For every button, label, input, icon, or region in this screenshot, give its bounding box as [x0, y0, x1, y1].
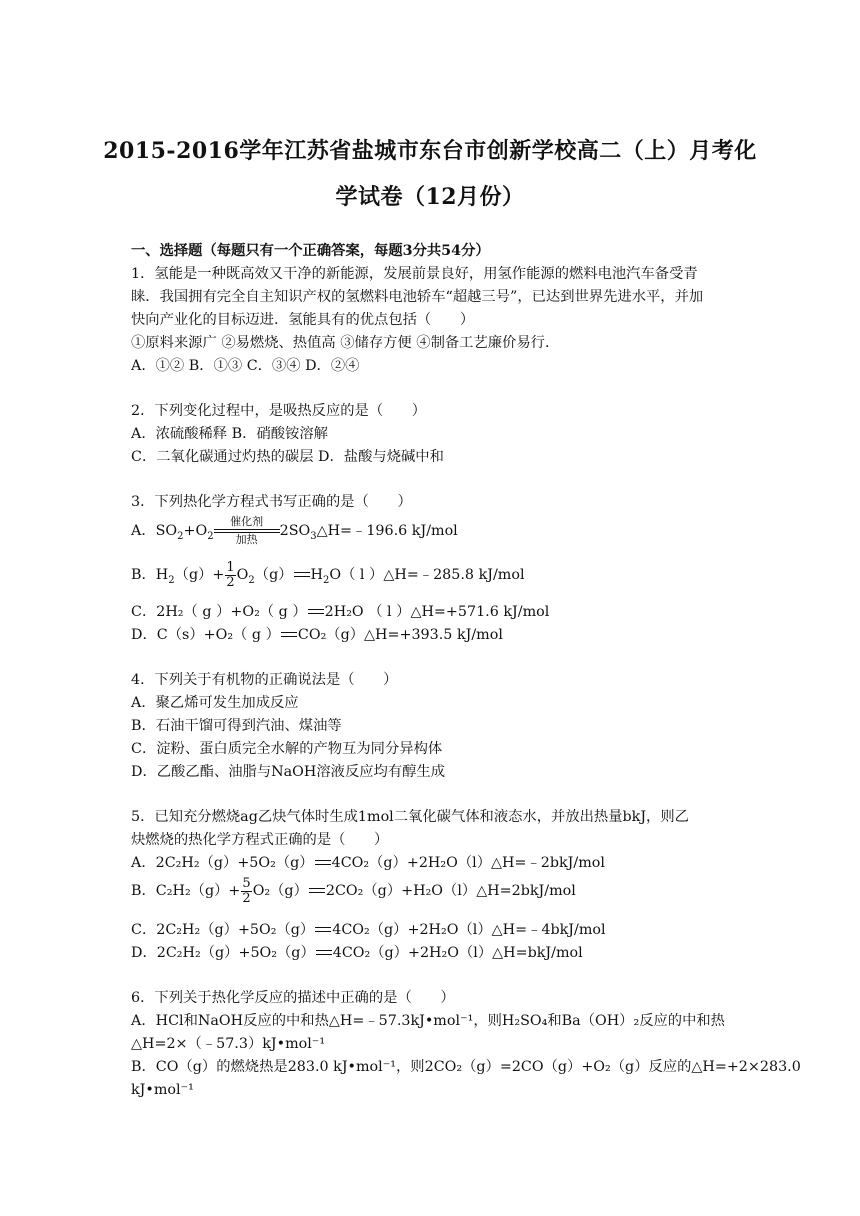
q1-line-3: 快向产业化的目标迈进．氢能具有的优点包括（ ） — [131, 312, 475, 328]
q3-option-d: D．C（s）+O₂（ g ） CO₂（g）△H=+393.5 kJ/mol — [131, 627, 503, 643]
q2-options-ab: A．浓硫酸稀释 B．硝酸铵溶解 — [131, 426, 328, 442]
q6-option-b-line-2: kJ•mol⁻¹ — [131, 1082, 194, 1098]
q4-option-c: C．淀粉、蛋白质完全水解的产物互为同分异构体 — [131, 741, 443, 757]
equals-icon — [307, 607, 325, 617]
equals-icon — [315, 948, 333, 958]
q2-options-cd: C．二氧化碳通过灼热的碳层 D．盐酸与烧碱中和 — [131, 449, 444, 465]
q3-stem: 3．下列热化学方程式书写正确的是（ ） — [131, 494, 412, 510]
q4-stem: 4．下列关于有机物的正确说法是（ ） — [131, 672, 398, 688]
q2-stem: 2．下列变化过程中，是吸热反应的是（ ） — [131, 403, 427, 419]
title-line-1: 2015-2016学年江苏省盐城市东台市创新学校高二（上）月考化 — [103, 138, 757, 164]
q4-option-d: D．乙酸乙酯、油脂与NaOH溶液反应均有醇生成 — [131, 764, 446, 780]
q6-option-b-line-1: B．CO（g）的燃烧热是283.0 kJ•mol⁻¹，则2CO₂（g）=2CO（g）+O₂（g）反应的△H=+2×283.0 — [131, 1059, 801, 1075]
q5-option-c: C．2C₂H₂（g）+5O₂（g） 4CO₂（g）+2H₂O（l）△H=﹣4bkJ/mol — [131, 922, 606, 938]
q6-option-a-line-2: △H=2×（﹣57.3）kJ•mol⁻¹ — [131, 1036, 326, 1052]
section-heading: 一、选择题（每题只有一个正确答案，每题3分共54分） — [131, 243, 490, 259]
q5-line-2: 炔燃烧的热化学方程式正确的是（ ） — [131, 832, 389, 848]
q5-option-a: A．2C₂H₂（g）+5O₂（g） 4CO₂（g）+2H₂O（l）△H=﹣2bkJ/mol — [131, 855, 605, 871]
q6-option-a-line-1: A．HCl和NaOH反应的中和热△H=﹣57.3kJ•mol⁻¹，则H₂SO₄和Ba（OH）₂反应的中和热 — [131, 1013, 725, 1029]
q3-option-a: A．$SO_2+O_2$ 催化剂 加热 $2SO_3\triangle H=﹣196.6$ kJ/mol — [131, 515, 458, 546]
reversible-arrow-icon: 催化剂 加热 — [214, 516, 280, 546]
q4-option-a: A．聚乙烯可发生加成反应 — [131, 695, 299, 711]
equals-icon — [308, 886, 326, 896]
q3-option-c: C．2H₂（ g ）+O₂（ g ） 2H₂O （ l ）△H=+571.6 kJ/mol — [131, 604, 550, 620]
q1-options: A．①② B．①③ C．③④ D．②④ — [131, 358, 360, 374]
equals-icon — [293, 570, 311, 580]
q1-line-1: 1．氢能是一种既高效又干净的新能源，发展前景良好，用氢作能源的燃料电池汽车备受青 — [131, 266, 698, 282]
fraction-one-half: $\frac{1}{2}$ — [226, 559, 235, 590]
q1-line-4: ①原料来源广 ②易燃烧、热值高 ③储存方便 ④制备工艺廉价易行． — [131, 335, 560, 351]
q3-option-b: B．$H_2(g)+$ $\frac{1}{2}$ $O_2(g)$ $H_2O$（ l ）△H=﹣285.8 kJ/mol — [131, 559, 525, 590]
fraction-five-halves: $\frac{5}{2}$ — [242, 875, 251, 906]
q4-option-b: B．石油干馏可得到汽油、煤油等 — [131, 718, 342, 734]
q1-line-2: 睐．我国拥有完全自主知识产权的氢燃料电池轿车“超越三号”，已达到世界先进水平，并加 — [131, 289, 704, 305]
title-line-2: 学试卷（12月份） — [335, 184, 525, 210]
q5-line-1: 5．已知充分燃烧ag乙炔气体时生成1mol二氧化碳气体和液态水，并放出热量bkJ，则乙 — [131, 809, 689, 825]
equals-icon — [314, 858, 332, 868]
q6-stem: 6．下列关于热化学反应的描述中正确的是（ ） — [131, 990, 455, 1006]
q5-option-d: D．2C₂H₂（g）+5O₂（g） 4CO₂（g）+2H₂O（l）△H=bkJ/mol — [131, 945, 583, 961]
q5-option-b: B．C₂H₂（g）+ $\frac{5}{2}$ O₂（g） 2CO₂（g）+H₂O（l）△H=2bkJ/mol — [131, 875, 576, 906]
equals-icon — [280, 630, 298, 640]
equals-icon — [314, 925, 332, 935]
